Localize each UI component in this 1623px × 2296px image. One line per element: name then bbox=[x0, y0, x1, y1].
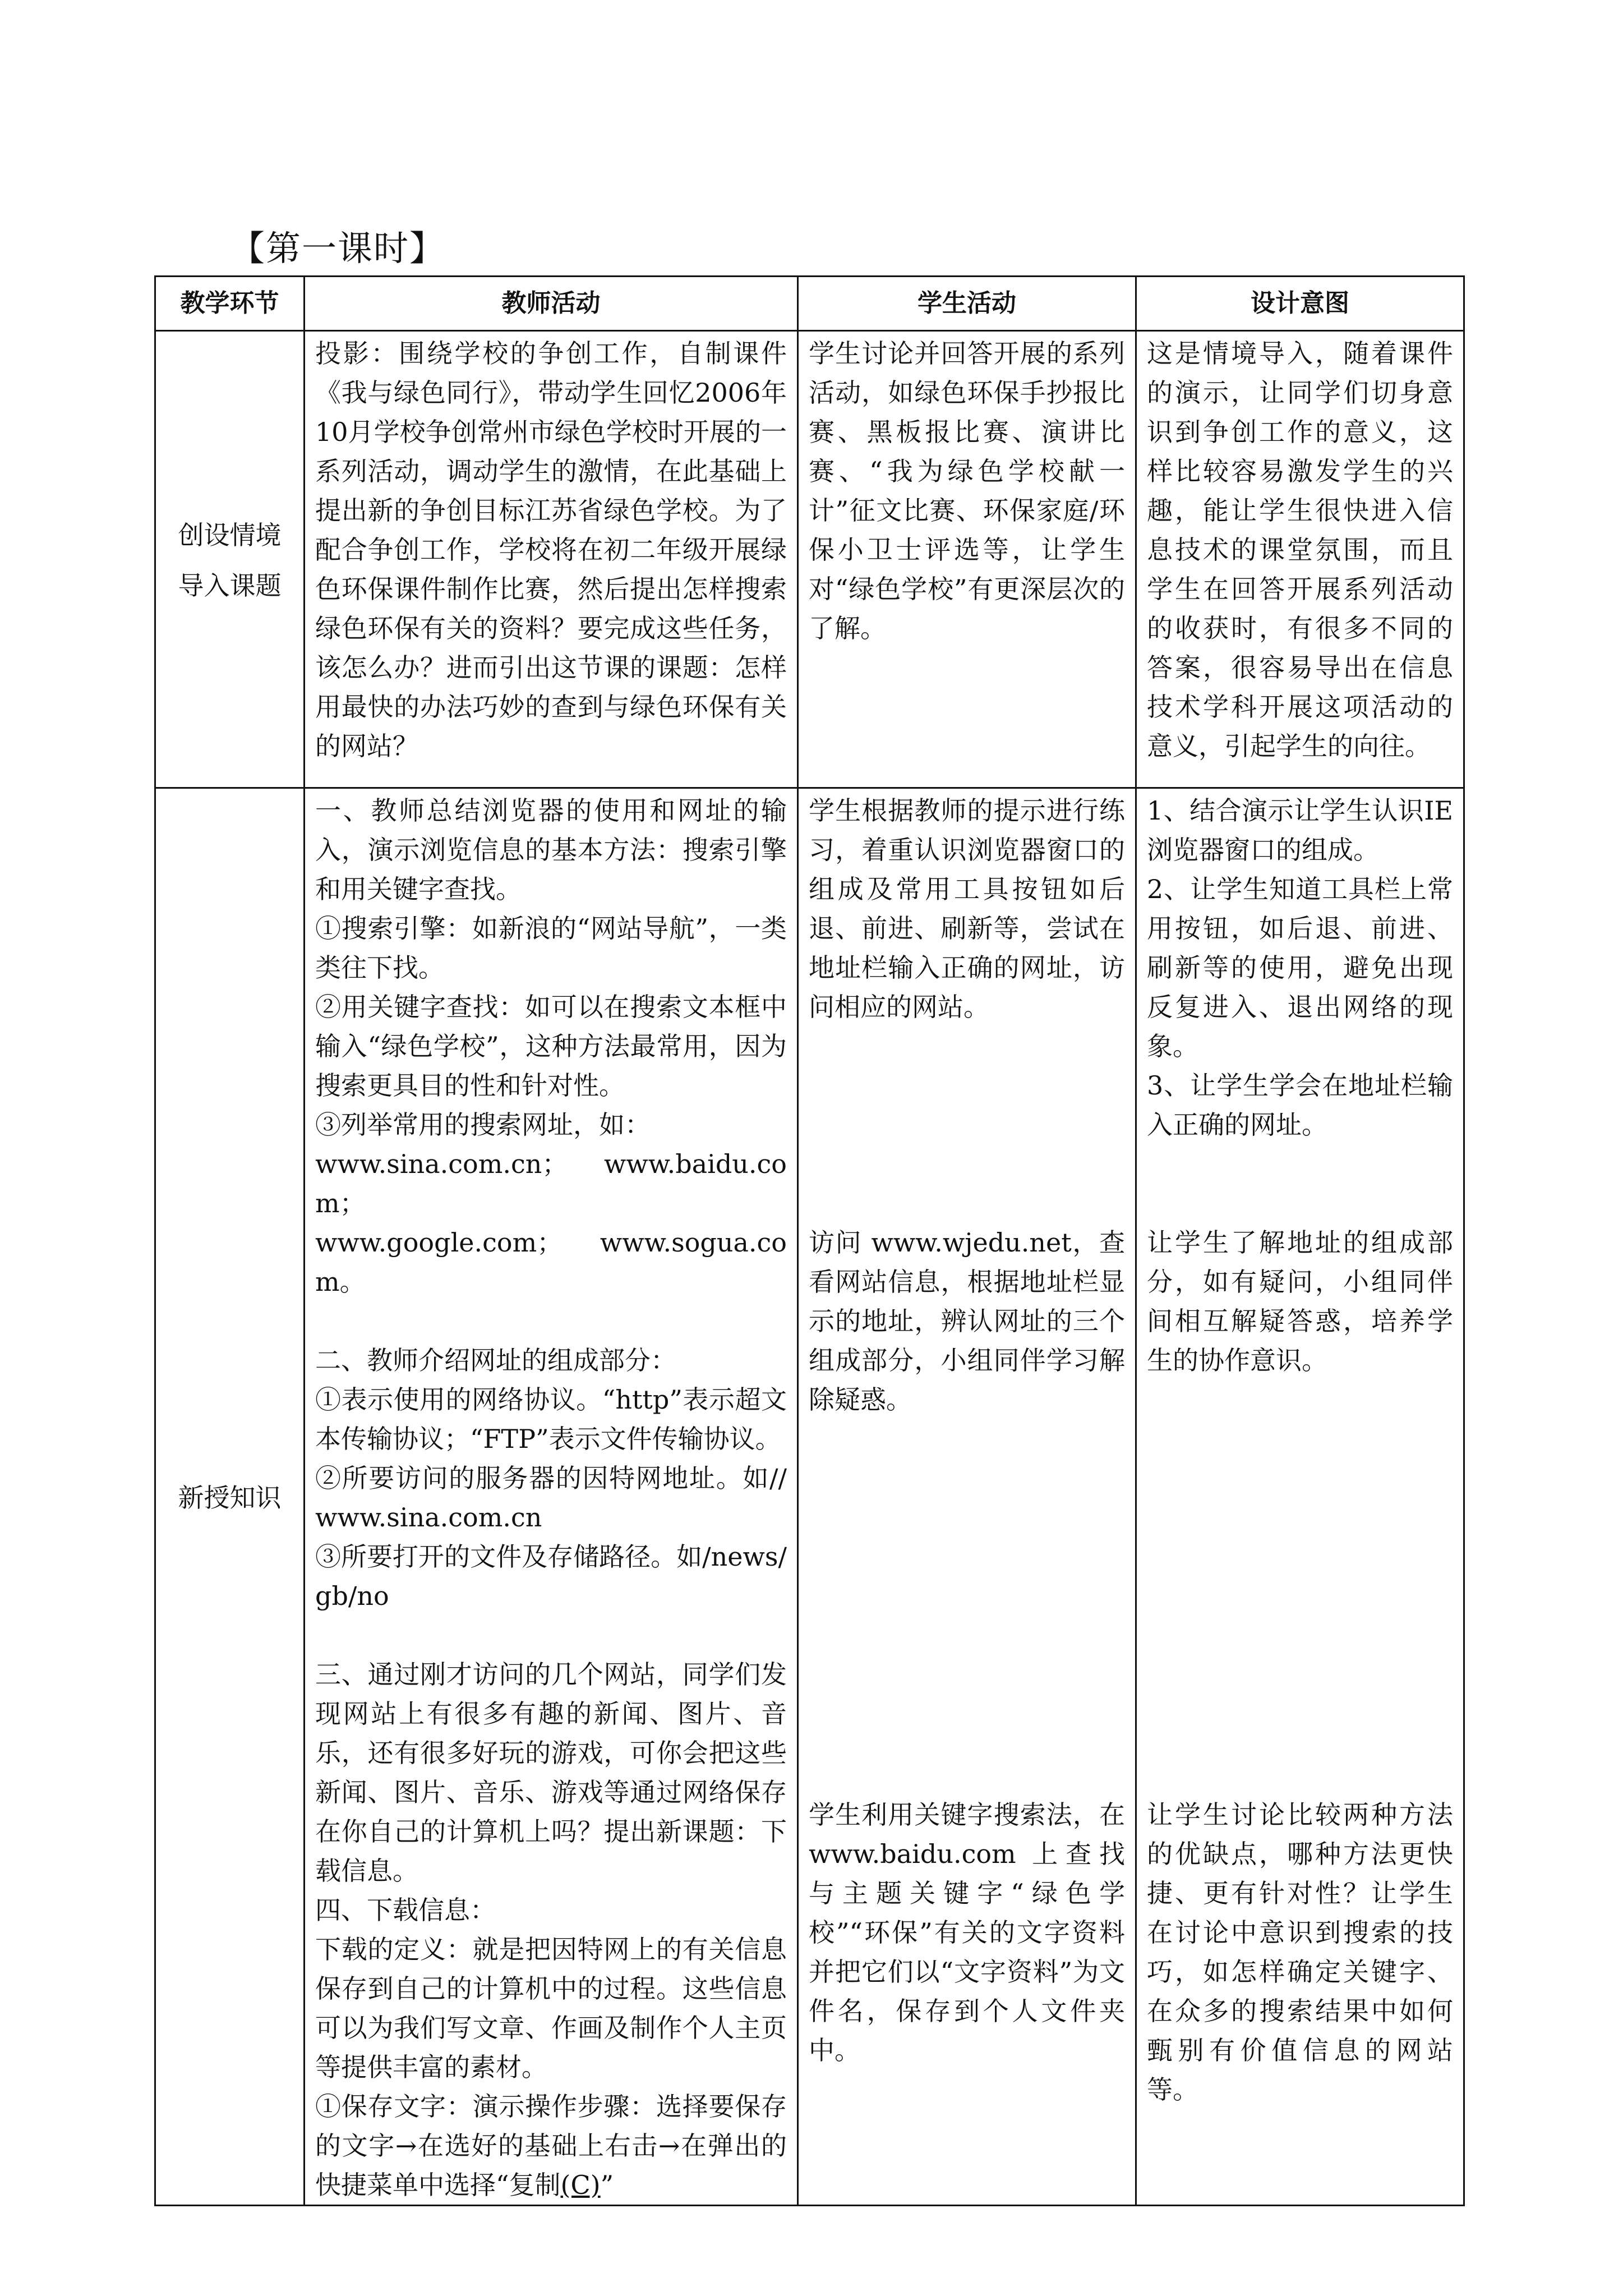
table-row bbox=[155, 331, 1464, 788]
teacher-text-segment: ①保存文字：演示操作步骤：选择要保存的文字→在选好的基础上右击→在弹出的快捷菜单中选择“复制 bbox=[315, 2091, 787, 2200]
teacher-text-line: 三、通过刚才访问的几个网站，同学们发现网站上有很多有趣的新闻、图片、音乐，还有很多好玩的游戏，可你会把这些新闻、图片、音乐、游戏等通过网络保存在你自己的计算机上吗？提出新课题：下载信息。 bbox=[315, 1659, 787, 1886]
teacher-activity-cell bbox=[305, 788, 798, 2206]
teacher-activity-cell bbox=[305, 331, 798, 788]
teacher-url-line: www.sina.com.cn； www.baidu.com； bbox=[315, 1149, 787, 1218]
teacher-text-line: 二、教师介绍网址的组成部分： bbox=[315, 1345, 676, 1375]
intent-block bbox=[1147, 791, 1453, 1223]
teacher-activity-text: 投影：围绕学校的争创工作，自制课件《我与绿色同行》，带动学生回忆2006年10月学校争创常州市绿色学校时开展的一系列活动，调动学生的激情，在此基础上提出新的争创目标江苏省绿色学校。为了配合争创工作，学校将在初二年级开展绿色环保课件制作比赛，然后提出怎样搜索绿色环保有关的资料？要完成这些任务，该怎么办？进而引出这节课的课题：怎样用最快的办法巧妙的查到与绿色环保有关的网站？ bbox=[315, 338, 787, 761]
teacher-url-line: www.google.com； www.sogua.com。 bbox=[315, 1227, 787, 1297]
student-activity-text: 学生讨论并回答开展的系列活动，如绿色环保手抄报比赛、黑板报比赛、演讲比赛、“我为绿色学校献一计”征文比赛、环保家庭/环保小卫士评选等，让学生对“绿色学校”有更深层次的了解。 bbox=[809, 338, 1125, 643]
student-activity-cell bbox=[798, 788, 1136, 2206]
lesson-heading: 【第一课时】 bbox=[230, 228, 446, 269]
teacher-text-line: 四、下载信息： bbox=[315, 1895, 496, 1925]
section-label-line: 导入课题 bbox=[178, 570, 282, 601]
teacher-text-line: ③所要打开的文件及存储路径。如/news/gb/no bbox=[315, 1542, 787, 1611]
header-student-activity: 学生活动 bbox=[798, 277, 1136, 331]
teacher-text-line: 下载的定义：就是把因特网上的有关信息保存到自己的计算机中的过程。这些信息可以为我们写文章、作画及制作个人主页等提供丰富的素材。 bbox=[315, 1934, 787, 2082]
header-design-intent: 设计意图 bbox=[1136, 277, 1464, 331]
table-header-row bbox=[155, 277, 1464, 331]
design-intent-text: 让学生讨论比较两种方法的优缺点，哪种方法更快捷、更有针对性？让学生在讨论中意识到搜索的技巧，如怎样确定关键字、在众多的搜索结果中如何甄别有价值信息的网站等。 bbox=[1147, 1800, 1453, 2105]
paragraph-gap bbox=[315, 1616, 787, 1655]
teacher-text-line: ①搜索引擎：如新浪的“网站导航”，一类类往下找。 bbox=[315, 913, 787, 983]
teacher-text-line: ③列举常用的搜索网址，如： bbox=[315, 1110, 651, 1140]
design-intent-cell bbox=[1136, 788, 1464, 2206]
paragraph-gap bbox=[315, 1301, 787, 1341]
section-cell-intro bbox=[155, 331, 305, 788]
section-label-line: 新授知识 bbox=[178, 1483, 282, 1513]
shortcut-key-underlined: (C) bbox=[560, 2170, 601, 2200]
section-label-line: 创设情境 bbox=[178, 520, 282, 550]
lesson-plan-table bbox=[154, 275, 1465, 2206]
student-activity-text: 访问 www.wjedu.net，查看网站信息，根据地址栏显示的地址，辨认网址的三个组成部分，小组同伴学习解除疑惑。 bbox=[809, 1227, 1125, 1415]
teacher-text-line: ②所要访问的服务器的因特网地址。如//www.sina.com.cn bbox=[315, 1463, 787, 1533]
design-intent-text: 这是情境导入，随着课件的演示，让同学们切身意识到争创工作的意义，这样比较容易激发学生的兴趣，能让学生很快进入信息技术的课堂氛围，而且学生在回答开展系列活动的收获时，有很多不同的答案，很容易导出在信息技术学科开展这项活动的意义，引起学生的向往。 bbox=[1147, 338, 1453, 761]
design-intent-text: 让学生了解地址的组成部分，如有疑问，小组同伴间相互解疑答惑，培养学生的协作意识。 bbox=[1147, 1227, 1453, 1375]
header-teacher-activity: 教师活动 bbox=[305, 277, 798, 331]
design-intent-cell bbox=[1136, 331, 1464, 788]
student-activity-cell bbox=[798, 331, 1136, 788]
design-intent-text: 2、让学生知道工具栏上常用按钮，如后退、前进、刷新等的使用，避免出现反复进入、退出网络的现象。 bbox=[1147, 874, 1453, 1061]
table-row bbox=[155, 788, 1464, 2206]
teacher-text-line bbox=[315, 2087, 787, 2205]
teacher-text-line: ①表示使用的网络协议。“http”表示超文本传输协议；“FTP”表示文件传输协议。 bbox=[315, 1384, 787, 1454]
design-intent-text: 1、结合演示让学生认识IE浏览器窗口的组成。 bbox=[1147, 795, 1453, 865]
section-cell-new-knowledge bbox=[155, 788, 305, 2206]
student-activity-text: 学生根据教师的提示进行练习，着重认识浏览器窗口的组成及常用工具按钮如后退、前进、刷新等，尝试在地址栏输入正确的网址，访问相应的网站。 bbox=[809, 795, 1125, 1022]
teacher-text-line: ②用关键字查找：如可以在搜索文本框中输入“绿色学校”，这种方法最常用，因为搜索更具目的性和针对性。 bbox=[315, 992, 787, 1101]
student-activity-text: 学生利用关键字搜索法，在 www.baidu.com 上查找与主题关键字“绿色学校”“环保”有关的文字资料并把它们以“文字资料”为文件名，保存到个人文件夹中。 bbox=[809, 1800, 1133, 2065]
header-teaching-stage: 教学环节 bbox=[155, 277, 305, 331]
design-intent-text: 3、让学生学会在地址栏输入正确的网址。 bbox=[1147, 1070, 1453, 1140]
teacher-text-line: 一、教师总结浏览器的使用和网址的输入，演示浏览信息的基本方法：搜索引擎和用关键字查找。 bbox=[315, 795, 787, 904]
teacher-text-segment: ” bbox=[600, 2170, 614, 2200]
